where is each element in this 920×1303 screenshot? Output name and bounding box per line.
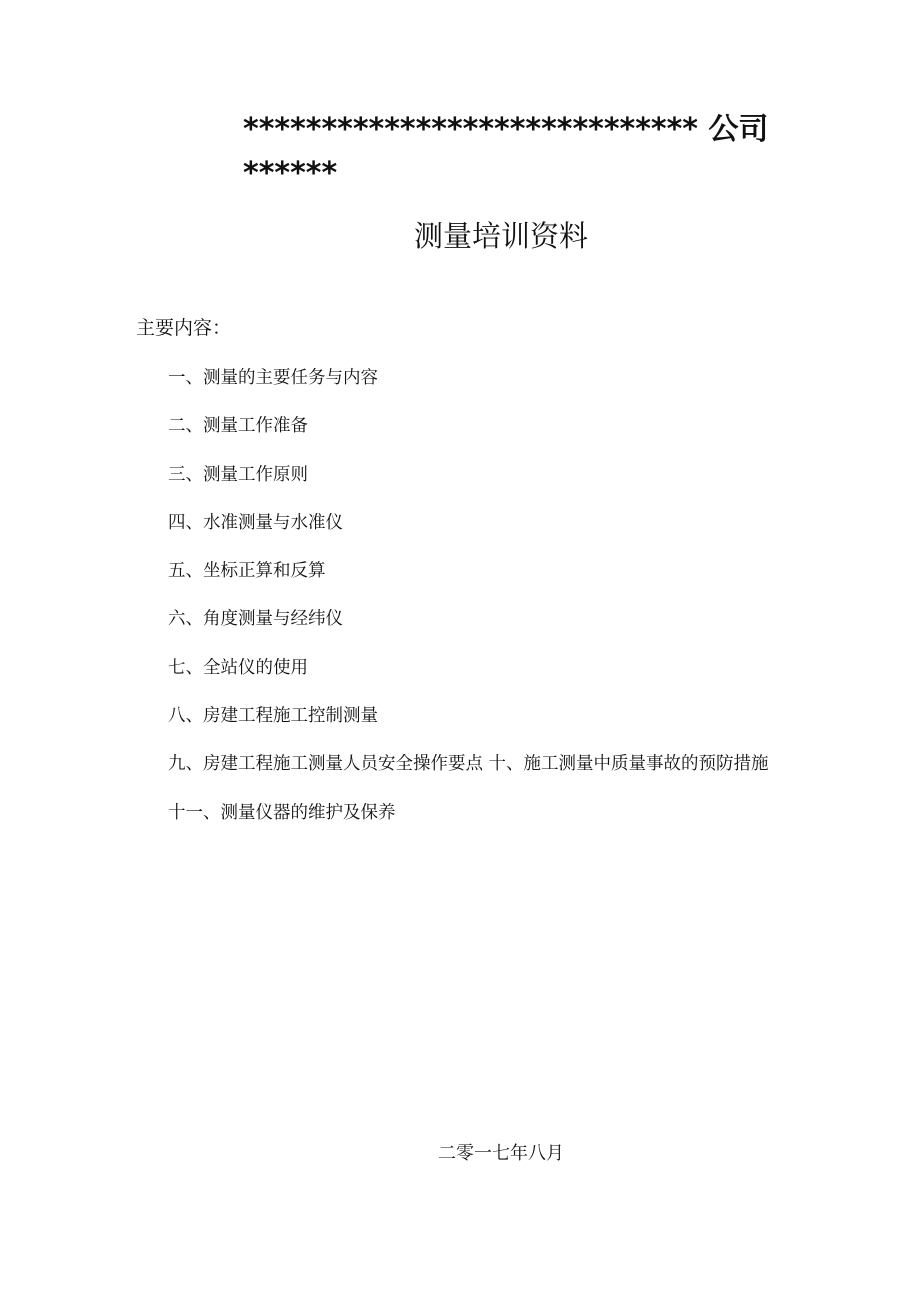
table-of-contents [168, 362, 769, 845]
toc-item: 四、水准测量与水准仪 [168, 512, 343, 533]
toc-item: 十一、测量仪器的维护及保养 [168, 802, 396, 823]
toc-item: 三、测量工作原则 [168, 464, 308, 485]
company-name-line-2: ****** [243, 156, 338, 191]
company-name [243, 108, 803, 196]
toc-item: 五、坐标正算和反算 [168, 561, 326, 582]
contents-heading: 主要内容： [136, 317, 232, 339]
toc-item: 一、测量的主要任务与内容 [168, 368, 378, 388]
toc-item: 二、测量工作准备 [168, 416, 308, 437]
company-name-line-1: ***************************** 公司 [243, 112, 769, 147]
toc-item: 七、全站仪的使用 [168, 657, 308, 678]
document-date: 二零一七年八月 [438, 1143, 564, 1164]
toc-item: 九、房建工程施工测量人员安全操作要点 十、施工测量中质量事故的预防措施 [168, 754, 769, 775]
toc-item: 八、房建工程施工控制测量 [168, 706, 378, 727]
toc-item: 六、角度测量与经纬仪 [168, 609, 343, 630]
document-title: 测量培训资料 [413, 219, 588, 253]
